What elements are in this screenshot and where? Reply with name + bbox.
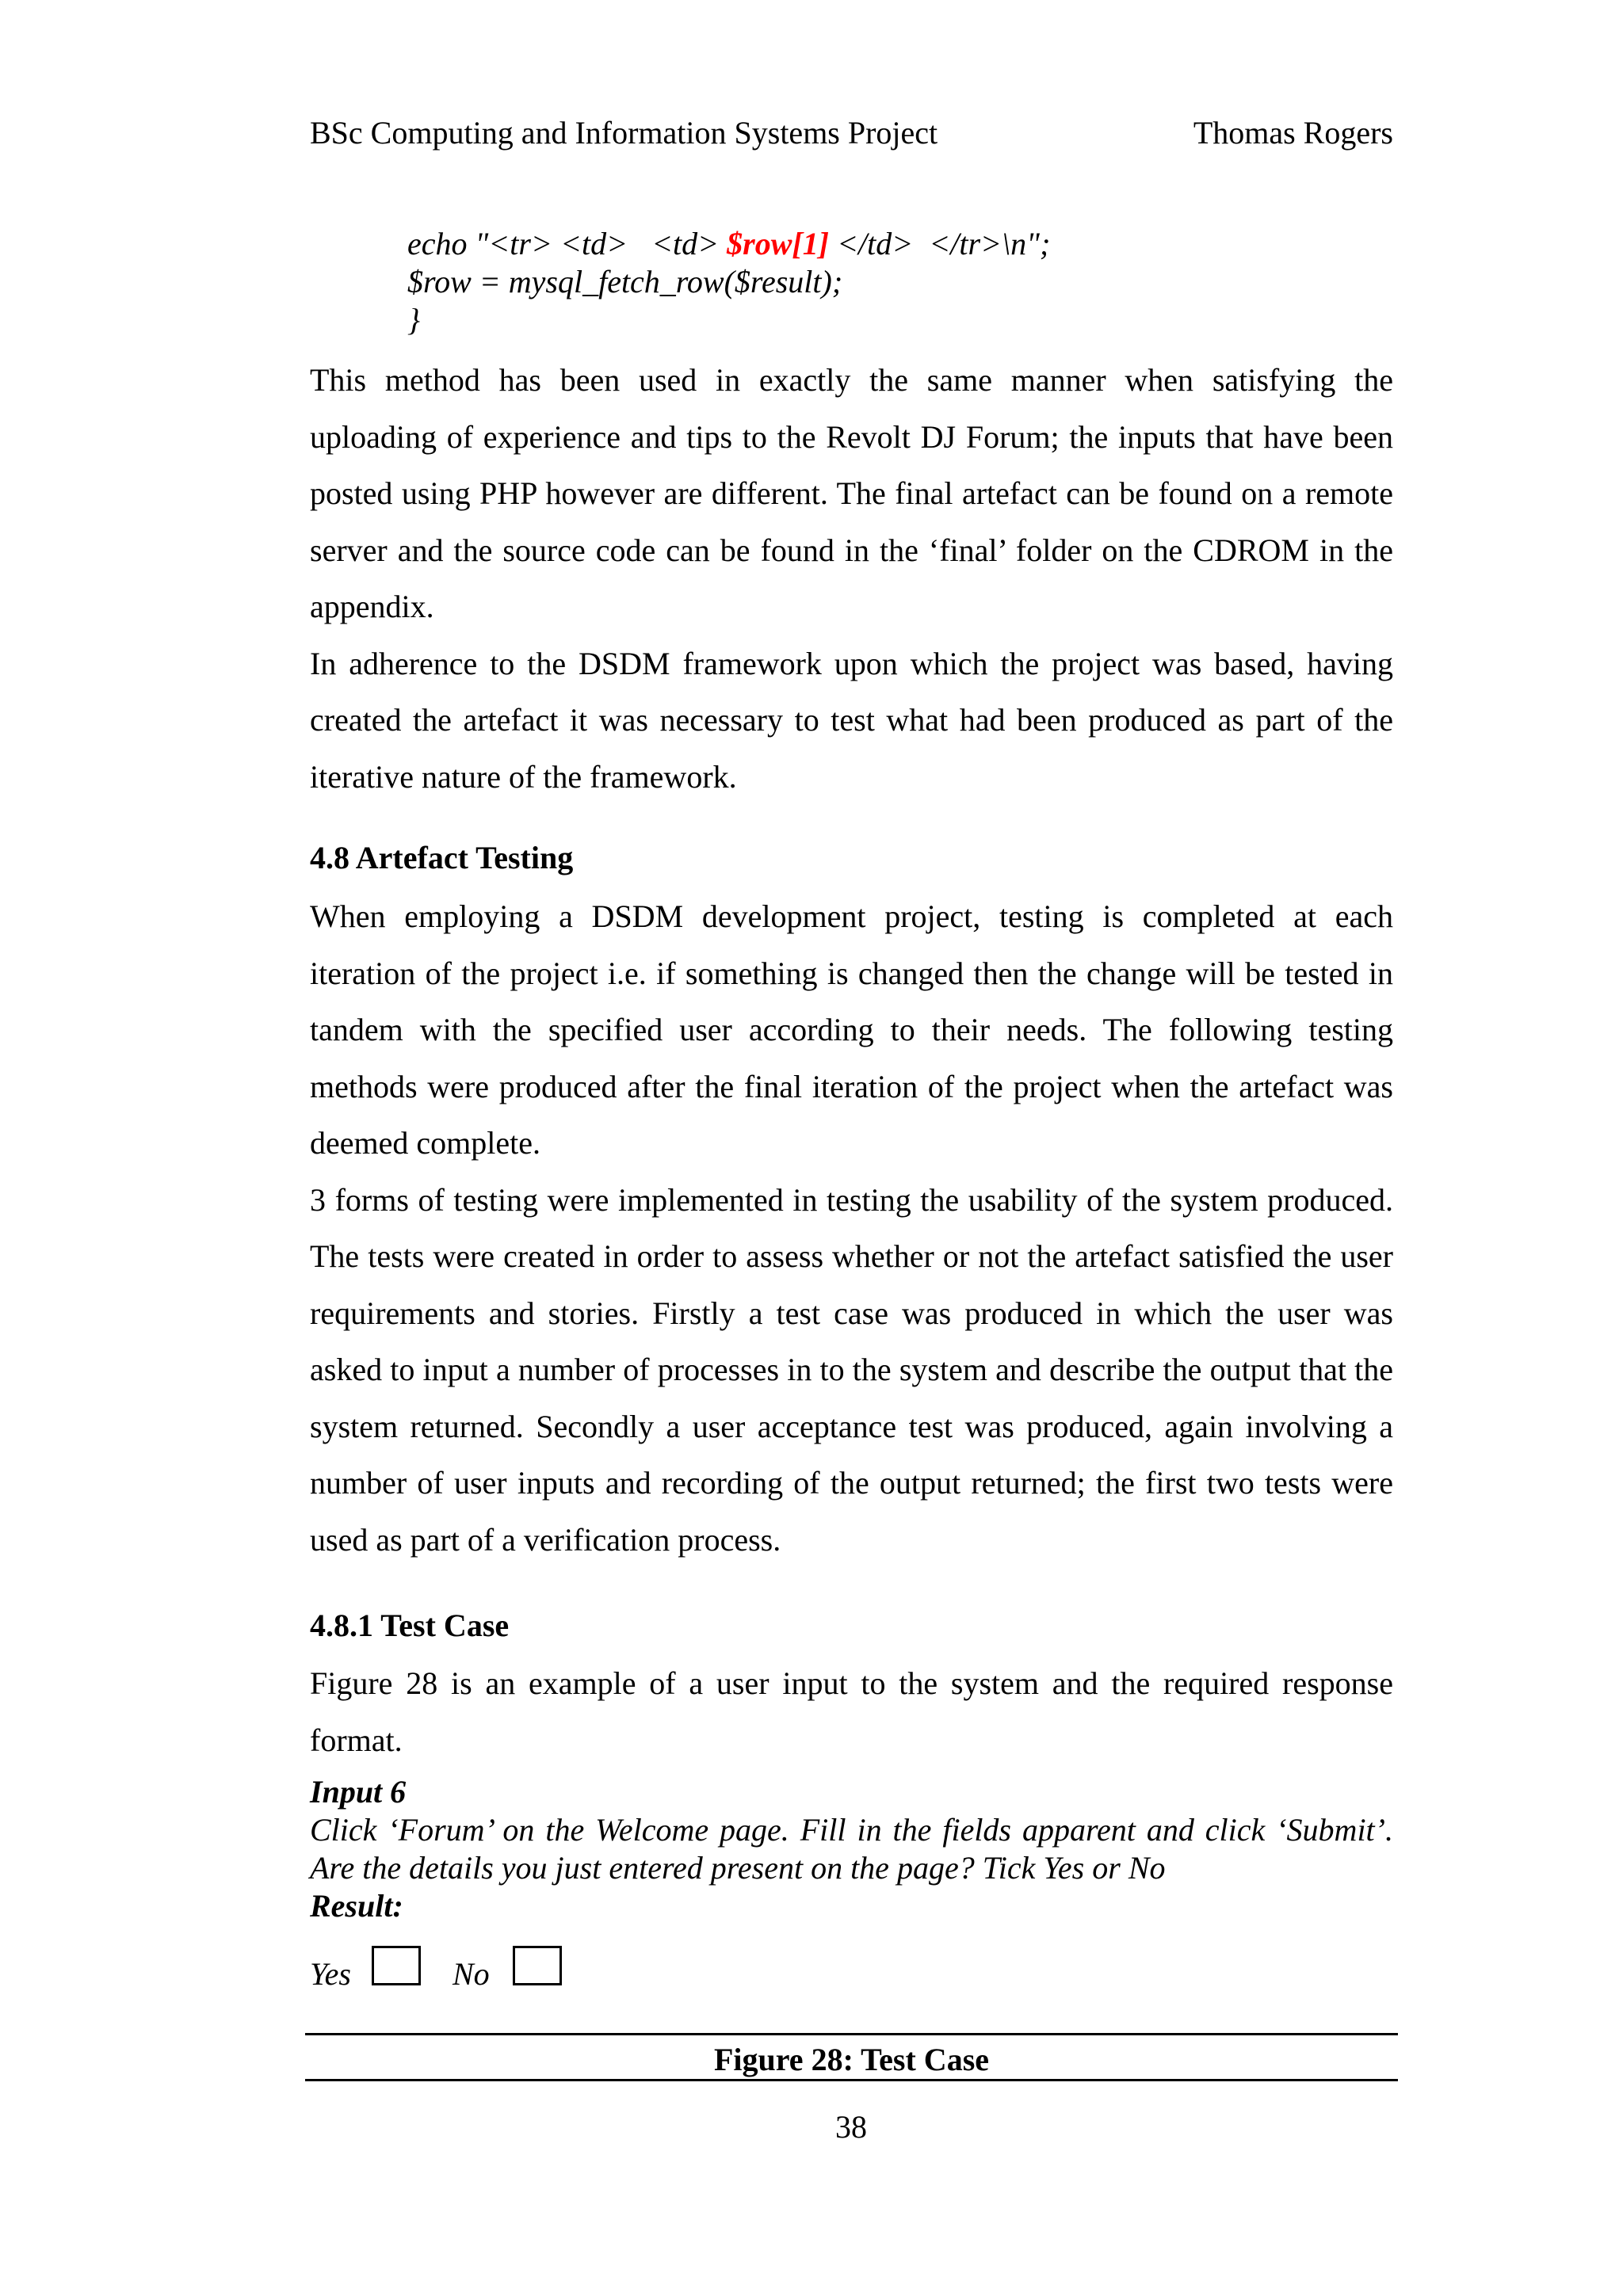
code-echo-end: </td> </tr>\n";	[829, 226, 1051, 261]
paragraph-testing-iterations: When employing a DSDM development project, testing is completed at each iteration of the project i.e. if something is changed then the change will be tested in tandem with the specified user according to their needs. The following testing methods were produced after the final iteration of the project when the artefact was deemed complete.	[310, 898, 1393, 1161]
code-snippet	[407, 225, 1050, 339]
section-heading-test-case: 4.8.1 Test Case	[310, 1608, 510, 1643]
body-text-top	[310, 352, 1393, 805]
yes-label: Yes	[310, 1956, 351, 1992]
paragraph-dsdm: In adherence to the DSDM framework upon which the project was based, having created the artefact it was necessary to test what had been produced as part of the iterative nature of the framework.	[310, 645, 1393, 795]
test-case-title: Input 6	[310, 1774, 407, 1810]
paragraph-figure-intro: Figure 28 is an example of a user input to the system and the required response format.	[310, 1665, 1393, 1758]
no-label: No	[453, 1956, 490, 1992]
test-case-result-label: Result:	[310, 1888, 403, 1924]
figure-caption: Figure 28: Test Case	[713, 2042, 990, 2077]
paragraph-test-forms: 3 forms of testing were implemented in testing the usability of the system produced. The tests were created in order to assess whether or not the artefact satisfied the user requirements and stories. Firstly a test case was produced in which the user was asked to input a number of processes in to the system and describe the output that the system returned. Secondly a user acceptance test was produced, again involving a number of user inputs and recording of the output returned; the first two tests were used as part of a verification process.	[310, 1181, 1393, 1558]
header-author: Thomas Rogers	[1193, 115, 1393, 151]
code-highlight-row: $row[1]	[727, 226, 830, 261]
page-number: 38	[835, 2109, 867, 2145]
section-heading-artefact-testing: 4.8 Artefact Testing	[310, 840, 574, 875]
no-checkbox[interactable]	[513, 1946, 562, 1985]
code-line-brace: }	[407, 302, 420, 338]
test-case-instructions: Click ‘Forum’ on the Welcome page. Fill in the fields apparent and click ‘Submit’. Are the details you just entered present on the page? Tick Yes or No	[310, 1812, 1393, 1886]
paragraph-method: This method has been used in exactly the same manner when satisfying the uploading of experience and tips to the Revolt DJ Forum; the inputs that have been posted using PHP however are different. The final artefact can be found on a remote server and the source code can be found in the ‘final’ folder on the CDROM in the appendix.	[310, 362, 1393, 624]
code-line-echo	[407, 225, 1050, 263]
code-line-fetch: $row = mysql_fetch_row($result);	[407, 264, 843, 299]
figure-bottom-rule	[305, 2079, 1398, 2081]
yes-checkbox[interactable]	[372, 1946, 421, 1985]
figure-top-rule	[305, 2033, 1398, 2035]
body-text-figure-intro	[310, 1655, 1393, 1768]
code-echo-start: echo "<tr> <td> <td>	[407, 226, 727, 261]
header-title: BSc Computing and Information Systems Project	[310, 115, 938, 151]
test-case-input	[310, 1773, 1393, 1925]
body-text-middle	[310, 888, 1393, 1568]
